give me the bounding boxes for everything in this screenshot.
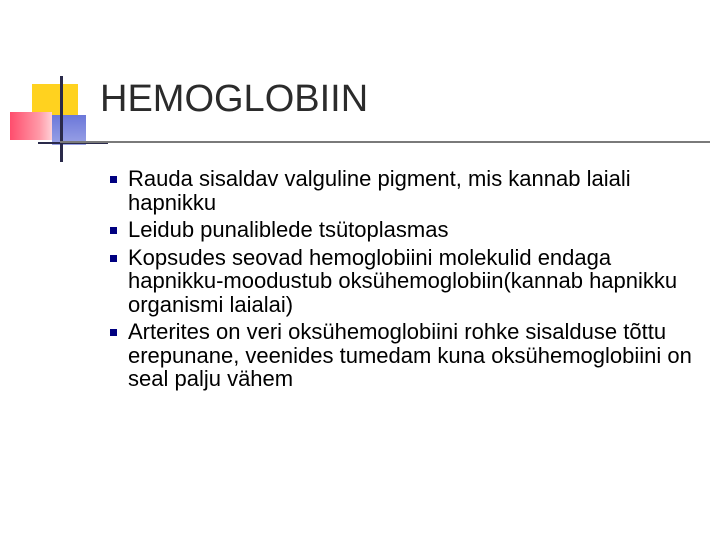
title-divider: [60, 141, 710, 143]
bullet-text: Leidub punaliblede tsütoplasmas: [128, 217, 449, 242]
bullet-item: [110, 246, 710, 317]
slide-title: HEMOGLOBIIN: [100, 78, 369, 120]
square-bullet-icon: [110, 255, 117, 262]
bullet-text: Arterites on veri oksühemoglobiini rohke sisalduse tõttu erepunane, veenides tumedam kuna oksühemoglobiini on seal palju vähem: [128, 319, 692, 391]
bullet-text: Rauda sisaldav valguline pigment, mis kannab laiali hapnikku: [128, 166, 631, 215]
logo-squares: [0, 0, 110, 170]
bullet-item: [110, 218, 710, 242]
pink-square: [10, 112, 52, 140]
square-bullet-icon: [110, 329, 117, 336]
square-bullet-icon: [110, 176, 117, 183]
bullet-list: [110, 167, 710, 395]
bullet-item: [110, 167, 710, 214]
bullet-item: [110, 320, 710, 391]
square-bullet-icon: [110, 227, 117, 234]
bullet-text: Kopsudes seovad hemoglobiini molekulid endaga hapnikku-moodustub oksühemoglobiin(kannab hapnikku organismi laialai): [128, 244, 678, 317]
logo-vertical-line: [60, 76, 63, 162]
